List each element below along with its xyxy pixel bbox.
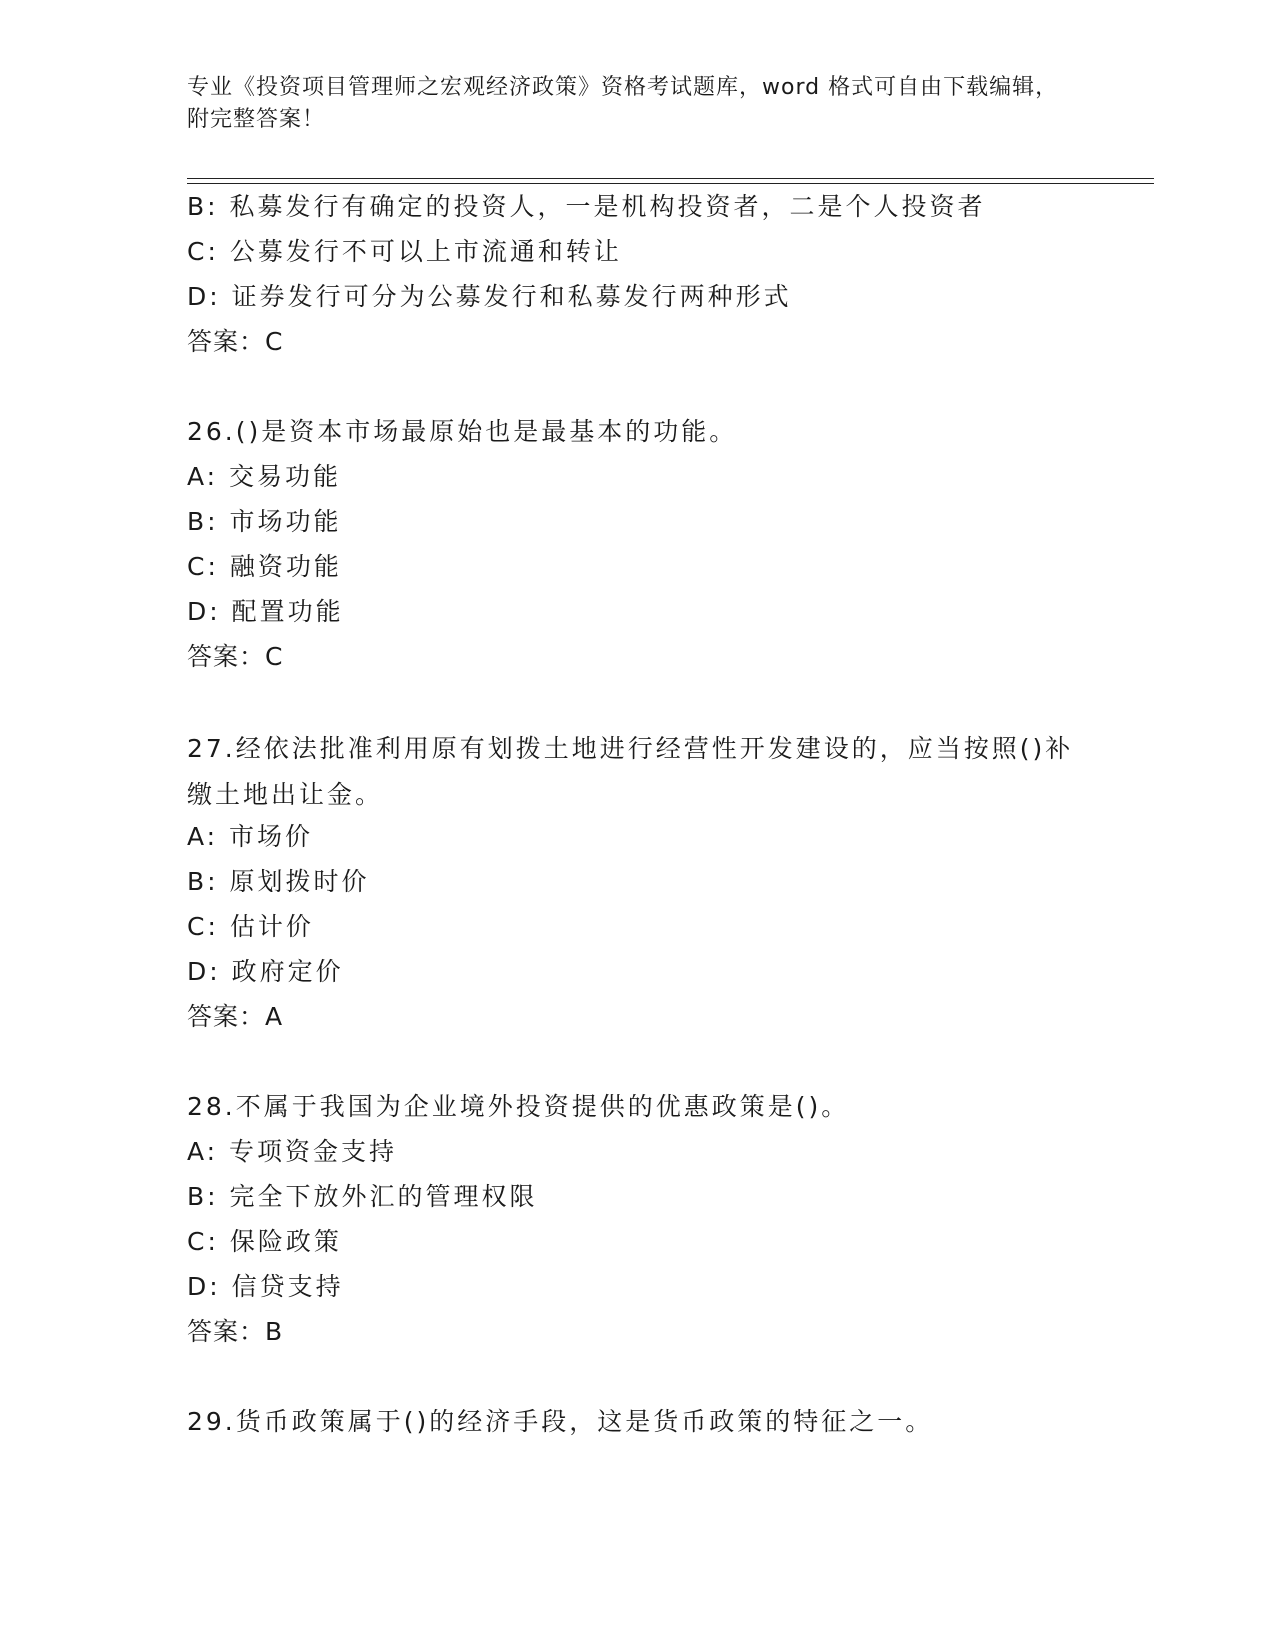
document-header: 专业《投资项目管理师之宏观经济政策》资格考试题库，word 格式可自由下载编辑，附完整答案！ <box>187 75 1059 132</box>
q29-stem: 29.货币政策属于()的经济手段，这是货币政策的特征之一。 <box>187 1407 934 1436</box>
q28-option-d: D: 信贷支持 <box>187 1272 344 1301</box>
q26-answer: 答案：C <box>187 642 284 671</box>
q26-option-b: B: 市场功能 <box>187 507 342 536</box>
q25-option-b: B: 私募发行有确定的投资人，一是机构投资者，二是个人投资者 <box>187 192 986 221</box>
q25-option-c: C: 公募发行不可以上市流通和转让 <box>187 237 622 266</box>
q26-option-d: D: 配置功能 <box>187 597 344 626</box>
q27-stem: 27.经依法批准利用原有划拨土地进行经营性开发建设的，应当按照()补缴土地出让金。 <box>187 734 1074 809</box>
q28-answer: 答案：B <box>187 1317 284 1346</box>
q27-option-c: C: 估计价 <box>187 912 314 941</box>
q25-option-d: D: 证券发行可分为公募发行和私募发行两种形式 <box>187 282 792 311</box>
q26-option-c: C: 融资功能 <box>187 552 342 581</box>
q25-answer: 答案：C <box>187 327 284 356</box>
q27-option-a: A: 市场价 <box>187 822 314 851</box>
q26-stem: 26.()是资本市场最原始也是最基本的功能。 <box>187 417 738 446</box>
q27-option-d: D: 政府定价 <box>187 957 344 986</box>
q27-option-b: B: 原划拨时价 <box>187 867 370 896</box>
header-divider-top <box>187 178 1154 179</box>
header-divider-bottom <box>187 183 1154 184</box>
q26-option-a: A: 交易功能 <box>187 462 342 491</box>
q28-option-a: A: 专项资金支持 <box>187 1137 398 1166</box>
q28-stem: 28.不属于我国为企业境外投资提供的优惠政策是()。 <box>187 1092 850 1121</box>
q28-option-b: B: 完全下放外汇的管理权限 <box>187 1182 538 1211</box>
q27-answer: 答案：A <box>187 1002 284 1031</box>
q28-option-c: C: 保险政策 <box>187 1227 342 1256</box>
